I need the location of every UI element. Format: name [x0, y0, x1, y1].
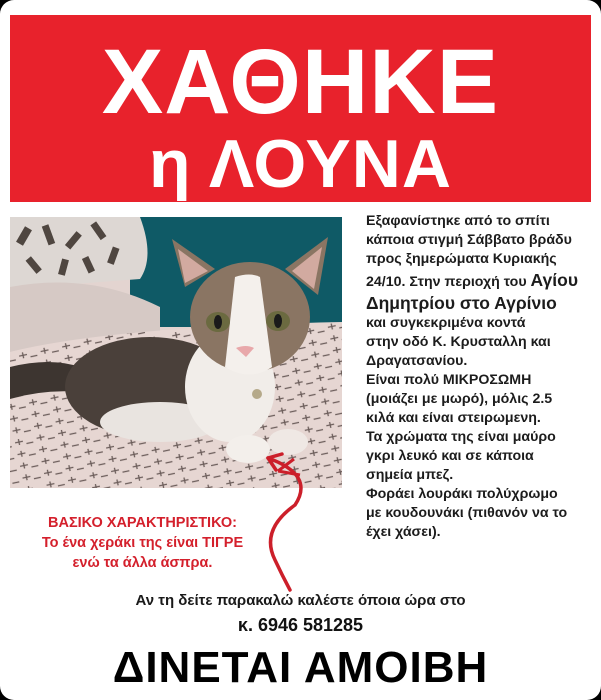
description-line: Δραγατσανίου.	[366, 353, 468, 369]
description-line: (μοιάζει με μωρό), μόλις 2.5	[366, 391, 553, 407]
phone-number: κ. 6946 581285	[237, 615, 364, 635]
contact-instructions: Αν τη δείτε παρακαλώ καλέστε όποια ώρα στο	[135, 592, 466, 609]
description-line: κάποια στιγμή Σάββατο βράδυ	[366, 232, 572, 248]
key-feature-line: Το ένα χεράκι της είναι ΤΙΓΡΕ	[41, 535, 244, 551]
description-line: Τα χρώματα της είναι μαύρο	[366, 429, 556, 445]
key-feature-title: ΒΑΣΙΚΟ ΧΑΡΑΚΤΗΡΙΣΤΙΚΟ:	[48, 515, 237, 531]
description-line: έχει χάσει).	[366, 524, 441, 540]
description-line: με κουδουνάκι (πιθανόν να το	[366, 505, 568, 521]
description-line: Είναι πολύ ΜΙΚΡΟΣΩΜΗ	[366, 372, 532, 388]
description-line: στην οδό Κ. Κρυσταλλη και	[366, 334, 551, 350]
reward-notice: ΔΙΝΕΤΑΙ ΑΜΟΙΒΗ	[112, 643, 489, 692]
description-line: 24/10. Στην περιοχή του Αγίου	[366, 270, 579, 290]
location-line: Δημητρίου στο Αγρίνιο	[366, 293, 557, 313]
key-feature-note	[10, 513, 275, 573]
description-line: σημεία μπεζ.	[366, 467, 454, 483]
description-line: Φοράει λουράκι πολύχρωμο	[366, 486, 558, 502]
description-line: γκρι λευκό και σε κάποια	[366, 448, 534, 464]
cat-name-heading: η ΛΟΥΝΑ	[148, 126, 452, 202]
description-line: και συγκεκριμένα κοντά	[366, 315, 526, 331]
headline-banner	[10, 15, 591, 202]
description-text	[366, 212, 596, 542]
key-feature-line: ενώ τα άλλα άσπρα.	[72, 555, 213, 571]
headline: ΧΑΘΗΚΕ	[101, 31, 500, 133]
description-line: προς ξημερώματα Κυριακής	[366, 251, 557, 267]
description-line: κιλά και είναι στειρωμενη.	[366, 410, 541, 426]
description-line: Εξαφανίστηκε από το σπίτι	[366, 213, 550, 229]
